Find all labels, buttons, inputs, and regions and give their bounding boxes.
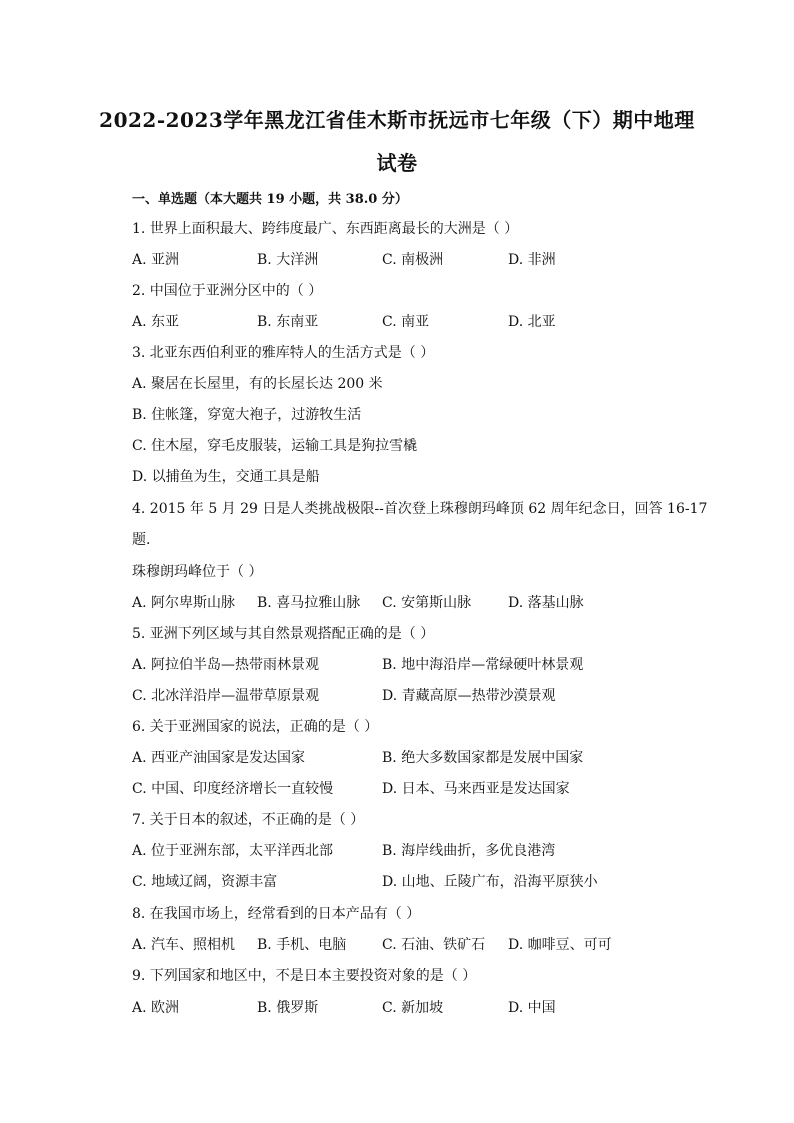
question-1-option-b: B. 大洋洲	[257, 252, 319, 268]
question-9-option-c: C. 新加坡	[382, 1000, 444, 1016]
question-8-option-d: D. 咖啡豆、可可	[508, 937, 612, 953]
question-4-stem: 4. 2015 年 5 月 29 日是人类挑战极限--首次登上珠穆朗玛峰顶 62 周年纪念日，回答 16-17	[132, 501, 708, 517]
question-4-subquestion: 珠穆朗玛峰位于（ ）	[132, 564, 263, 580]
question-6-option-b: B. 绝大多数国家都是发展中国家	[382, 750, 584, 766]
section-heading: 一、单选题（本大题共 19 小题，共 38.0 分）	[132, 192, 408, 207]
question-9-option-b: B. 俄罗斯	[257, 1000, 319, 1016]
question-3-option-b: B. 住帐篷，穿宽大袍子，过游牧生活	[132, 407, 362, 423]
question-2-option-c: C. 南亚	[382, 314, 430, 330]
question-7-option-b: B. 海岸线曲折，多优良港湾	[382, 843, 556, 859]
question-3-stem: 3. 北亚东西伯利亚的雅库特人的生活方式是（ ）	[132, 345, 435, 361]
question-8-stem: 8. 在我国市场上，经常看到的日本产品有（ ）	[132, 906, 421, 922]
question-8-option-a: A. 汽车、照相机	[132, 937, 236, 953]
question-8-option-c: C. 石油、铁矿石	[382, 937, 486, 953]
question-5-option-c: C. 北冰洋沿岸—温带草原景观	[132, 688, 320, 704]
question-9-option-d: D. 中国	[508, 1000, 556, 1016]
question-7-option-d: D. 山地、丘陵广布，沿海平原狭小	[382, 874, 598, 890]
question-3-option-c: C. 住木屋，穿毛皮服装，运输工具是狗拉雪橇	[132, 438, 418, 454]
question-4-option-d: D. 落基山脉	[508, 595, 584, 611]
question-7-option-a: A. 位于亚洲东部，太平洋西北部	[132, 843, 334, 859]
question-3-option-d: D. 以捕鱼为生，交通工具是船	[132, 469, 320, 485]
question-6-option-a: A. 西亚产油国家是发达国家	[132, 750, 306, 766]
question-5-option-d: D. 青藏高原—热带沙漠景观	[382, 688, 556, 704]
question-5-stem: 5. 亚洲下列区域与其自然景观搭配正确的是（ ）	[132, 626, 435, 642]
question-2-option-b: B. 东南亚	[257, 314, 319, 330]
question-6-option-d: D. 日本、马来西亚是发达国家	[382, 781, 570, 797]
question-4-stem-continued: 题.	[132, 532, 151, 548]
question-7-stem: 7. 关于日本的叙述，不正确的是（ ）	[132, 812, 365, 828]
question-1-stem: 1. 世界上面积最大、跨纬度最广、东西距离最长的大洲是（ ）	[132, 221, 519, 237]
question-7-option-c: C. 地域辽阔，资源丰富	[132, 874, 278, 890]
question-5-option-b: B. 地中海沿岸—常绿硬叶林景观	[382, 657, 584, 673]
question-1-option-a: A. 亚洲	[132, 252, 180, 268]
question-6-option-c: C. 中国、印度经济增长一直较慢	[132, 781, 334, 797]
question-9-stem: 9. 下列国家和地区中，不是日本主要投资对象的是（ ）	[132, 968, 477, 984]
question-4-option-a: A. 阿尔卑斯山脉	[132, 595, 236, 611]
question-1-option-c: C. 南极洲	[382, 252, 444, 268]
question-4-option-c: C. 安第斯山脉	[382, 595, 472, 611]
exam-title-line1: 2022-2023学年黑龙江省佳木斯市抚远市七年级（下）期中地理	[99, 108, 695, 132]
question-3-option-a: A. 聚居在长屋里，有的长屋长达 200 米	[132, 376, 383, 392]
exam-title-line2: 试卷	[376, 151, 418, 175]
question-4-option-b: B. 喜马拉雅山脉	[257, 595, 361, 611]
question-2-stem: 2. 中国位于亚洲分区中的（ ）	[132, 283, 323, 299]
question-2-option-d: D. 北亚	[508, 314, 556, 330]
question-8-option-b: B. 手机、电脑	[257, 937, 347, 953]
question-9-option-a: A. 欧洲	[132, 1000, 180, 1016]
question-6-stem: 6. 关于亚洲国家的说法，正确的是（ ）	[132, 719, 379, 735]
question-1-option-d: D. 非洲	[508, 252, 556, 268]
question-5-option-a: A. 阿拉伯半岛—热带雨林景观	[132, 657, 320, 673]
question-2-option-a: A. 东亚	[132, 314, 180, 330]
